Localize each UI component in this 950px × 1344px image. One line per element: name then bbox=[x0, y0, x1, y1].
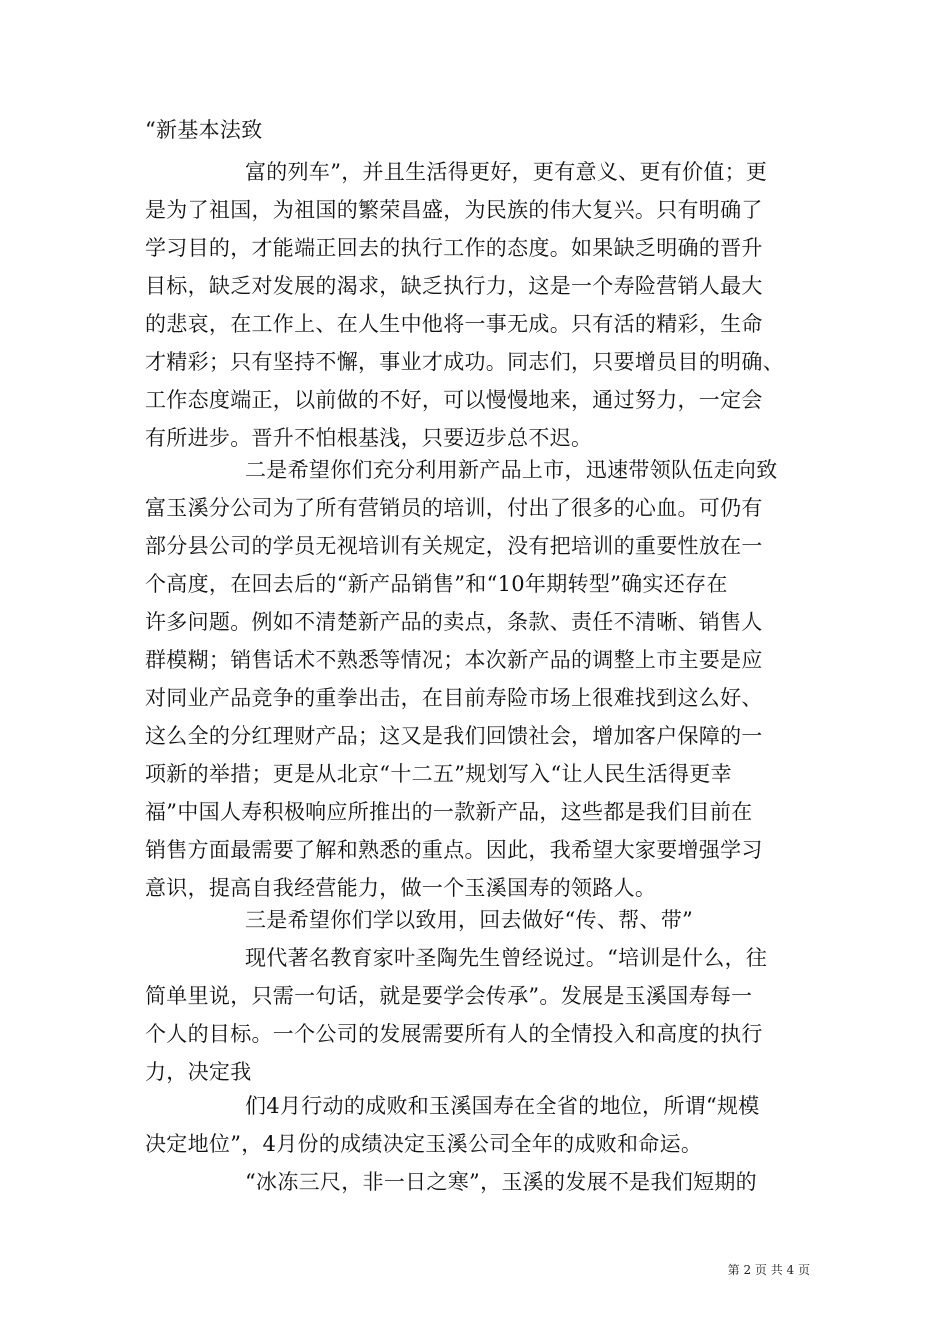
text-line: 销售方面最需要了解和熟悉的重点。因此，我希望大家要增强学习 bbox=[145, 838, 763, 862]
text-line: 三是希望你们学以致用，回去做好“传、帮、带” bbox=[245, 908, 694, 932]
text-line: 福”中国人寿积极响应所推出的一款新产品，这些都是我们目前在 bbox=[145, 800, 753, 824]
text-line: “冰冻三尺，非一日之寒”，玉溪的发展不是我们短期的 bbox=[245, 1170, 757, 1194]
text-line: 个高度，在回去后的“新产品销售”和“10年期转型”确实还存在 bbox=[145, 572, 728, 596]
text-line: 富的列车”，并且生活得更好，更有意义、更有价值；更 bbox=[245, 160, 768, 184]
text-line: 群模糊；销售话术不熟悉等情况；本次新产品的调整上市主要是应 bbox=[145, 648, 763, 672]
text-line: 个人的目标。一个公司的发展需要所有人的全情投入和高度的执行 bbox=[145, 1022, 763, 1046]
text-line: 富玉溪分公司为了所有营销员的培训，付出了很多的心血。可仍有 bbox=[145, 496, 763, 520]
text-line: 简单里说，只需一句话，就是要学会传承”。发展是玉溪国寿每一 bbox=[145, 984, 753, 1008]
text-line: 这么全的分红理财产品；这又是我们回馈社会，增加客户保障的一 bbox=[145, 724, 763, 748]
text-line: 意识，提高自我经营能力，做一个玉溪国寿的领路人。 bbox=[145, 876, 657, 900]
text-line: 才精彩；只有坚持不懈，事业才成功。同志们，只要增员目的明确、 bbox=[145, 350, 784, 374]
text-line: 工作态度端正，以前做的不好，可以慢慢地来，通过努力，一定会 bbox=[145, 388, 763, 412]
text-line: 有所进步。晋升不怕根基浅，只要迈步总不迟。 bbox=[145, 426, 593, 450]
text-line: 目标，缺乏对发展的渴求，缺乏执行力，这是一个寿险营销人最大 bbox=[145, 274, 763, 298]
text-line: 部分县公司的学员无视培训有关规定，没有把培训的重要性放在一 bbox=[145, 534, 763, 558]
text-line: 对同业产品竞争的重拳出击，在目前寿险市场上很难找到这么好、 bbox=[145, 686, 763, 710]
text-line: 二是希望你们充分利用新产品上市，迅速带领队伍走向致 bbox=[245, 458, 778, 482]
text-line: 现代著名教育家叶圣陶先生曾经说过。“培训是什么，往 bbox=[245, 946, 768, 970]
text-line: 力，决定我 bbox=[145, 1060, 252, 1084]
text-line: 的悲哀，在工作上、在人生中他将一事无成。只有活的精彩，生命 bbox=[145, 312, 763, 336]
text-line: 决定地位”，4月份的成绩决定玉溪公司全年的成败和命运。 bbox=[145, 1132, 703, 1156]
text-line: 们4月行动的成败和玉溪国寿在全省的地位，所谓“规模 bbox=[245, 1094, 760, 1118]
text-line: 许多问题。例如不清楚新产品的卖点，条款、责任不清晰、销售人 bbox=[145, 610, 763, 634]
text-line: 是为了祖国，为祖国的繁荣昌盛，为民族的伟大复兴。只有明确了 bbox=[145, 198, 763, 222]
page-number: 第 2 页 共 4 页 bbox=[727, 1263, 810, 1277]
text-line: 项新的举措；更是从北京“十二五”规划写入“让人民生活得更幸 bbox=[145, 762, 732, 786]
text-line: 学习目的，才能端正回去的执行工作的态度。如果缺乏明确的晋升 bbox=[145, 236, 763, 260]
text-line: “新基本法致 bbox=[145, 118, 263, 142]
